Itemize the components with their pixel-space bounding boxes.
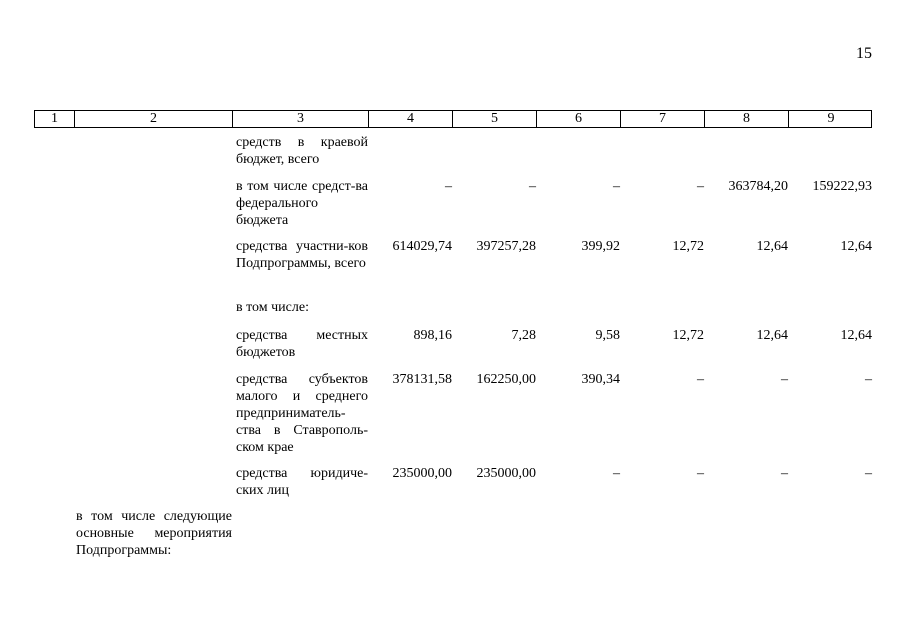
row-description: средства юридиче-ских лиц (236, 466, 368, 498)
cell-col-7: – (697, 466, 704, 481)
section-footer-text: в том числе следующие основные мероприятия Подпрограммы: (76, 509, 232, 558)
header-col-8: 8 (705, 111, 789, 127)
row-description: в том числе: (236, 300, 309, 315)
header-col-5: 5 (453, 111, 537, 127)
cell-col-5: 162250,00 (476, 372, 536, 387)
header-col-9: 9 (827, 111, 835, 126)
cell-col-5: 7,28 (511, 328, 536, 343)
cell-col-7: – (697, 179, 704, 194)
header-col-4: 4 (369, 111, 453, 127)
cell-col-8: 12,64 (756, 328, 788, 343)
cell-col-5: 235000,00 (476, 466, 536, 481)
cell-col-4: – (445, 179, 452, 194)
cell-col-8: 363784,20 (728, 179, 788, 194)
cell-col-7: – (697, 372, 704, 387)
row-description: средства участни-ков Подпрограммы, всего (236, 239, 368, 271)
row-description: в том числе средст-ва федерального бюджета (236, 179, 368, 228)
cell-col-7: 12,72 (672, 328, 704, 343)
cell-col-6: 9,58 (595, 328, 620, 343)
header-col-6: 6 (537, 111, 621, 127)
cell-col-4: 898,16 (413, 328, 452, 343)
cell-col-6: – (613, 466, 620, 481)
cell-col-9: 12,64 (840, 328, 872, 343)
cell-col-6: 399,92 (581, 239, 620, 254)
row-description: средства субъектов малого и среднего предприниматель-ства в Ставрополь-ском крае (236, 372, 368, 455)
cell-col-4: 235000,00 (392, 466, 452, 481)
cell-col-4: 378131,58 (392, 372, 452, 387)
cell-col-7: 12,72 (672, 239, 704, 254)
cell-col-8: 12,64 (756, 239, 788, 254)
cell-col-9: 159222,93 (812, 179, 872, 194)
row-description: средства местных бюджетов (236, 328, 368, 360)
cell-col-6: 390,34 (581, 372, 620, 387)
header-col-1: 1 (35, 111, 75, 127)
cell-col-9: – (865, 466, 872, 481)
cell-col-4: 614029,74 (392, 239, 452, 254)
cell-col-6: – (613, 179, 620, 194)
row-description: средств в краевой бюджет, всего (236, 135, 368, 167)
cell-col-8: – (781, 466, 788, 481)
cell-col-9: – (865, 372, 872, 387)
cell-col-9: 12,64 (840, 239, 872, 254)
cell-col-5: – (529, 179, 536, 194)
cell-col-5: 397257,28 (476, 239, 536, 254)
cell-col-8: – (781, 372, 788, 387)
header-col-2: 2 (75, 111, 233, 127)
header-col-3: 3 (233, 111, 369, 127)
header-col-7: 7 (621, 111, 705, 127)
page-number: 15 (856, 45, 872, 62)
table-header-row (34, 110, 872, 128)
